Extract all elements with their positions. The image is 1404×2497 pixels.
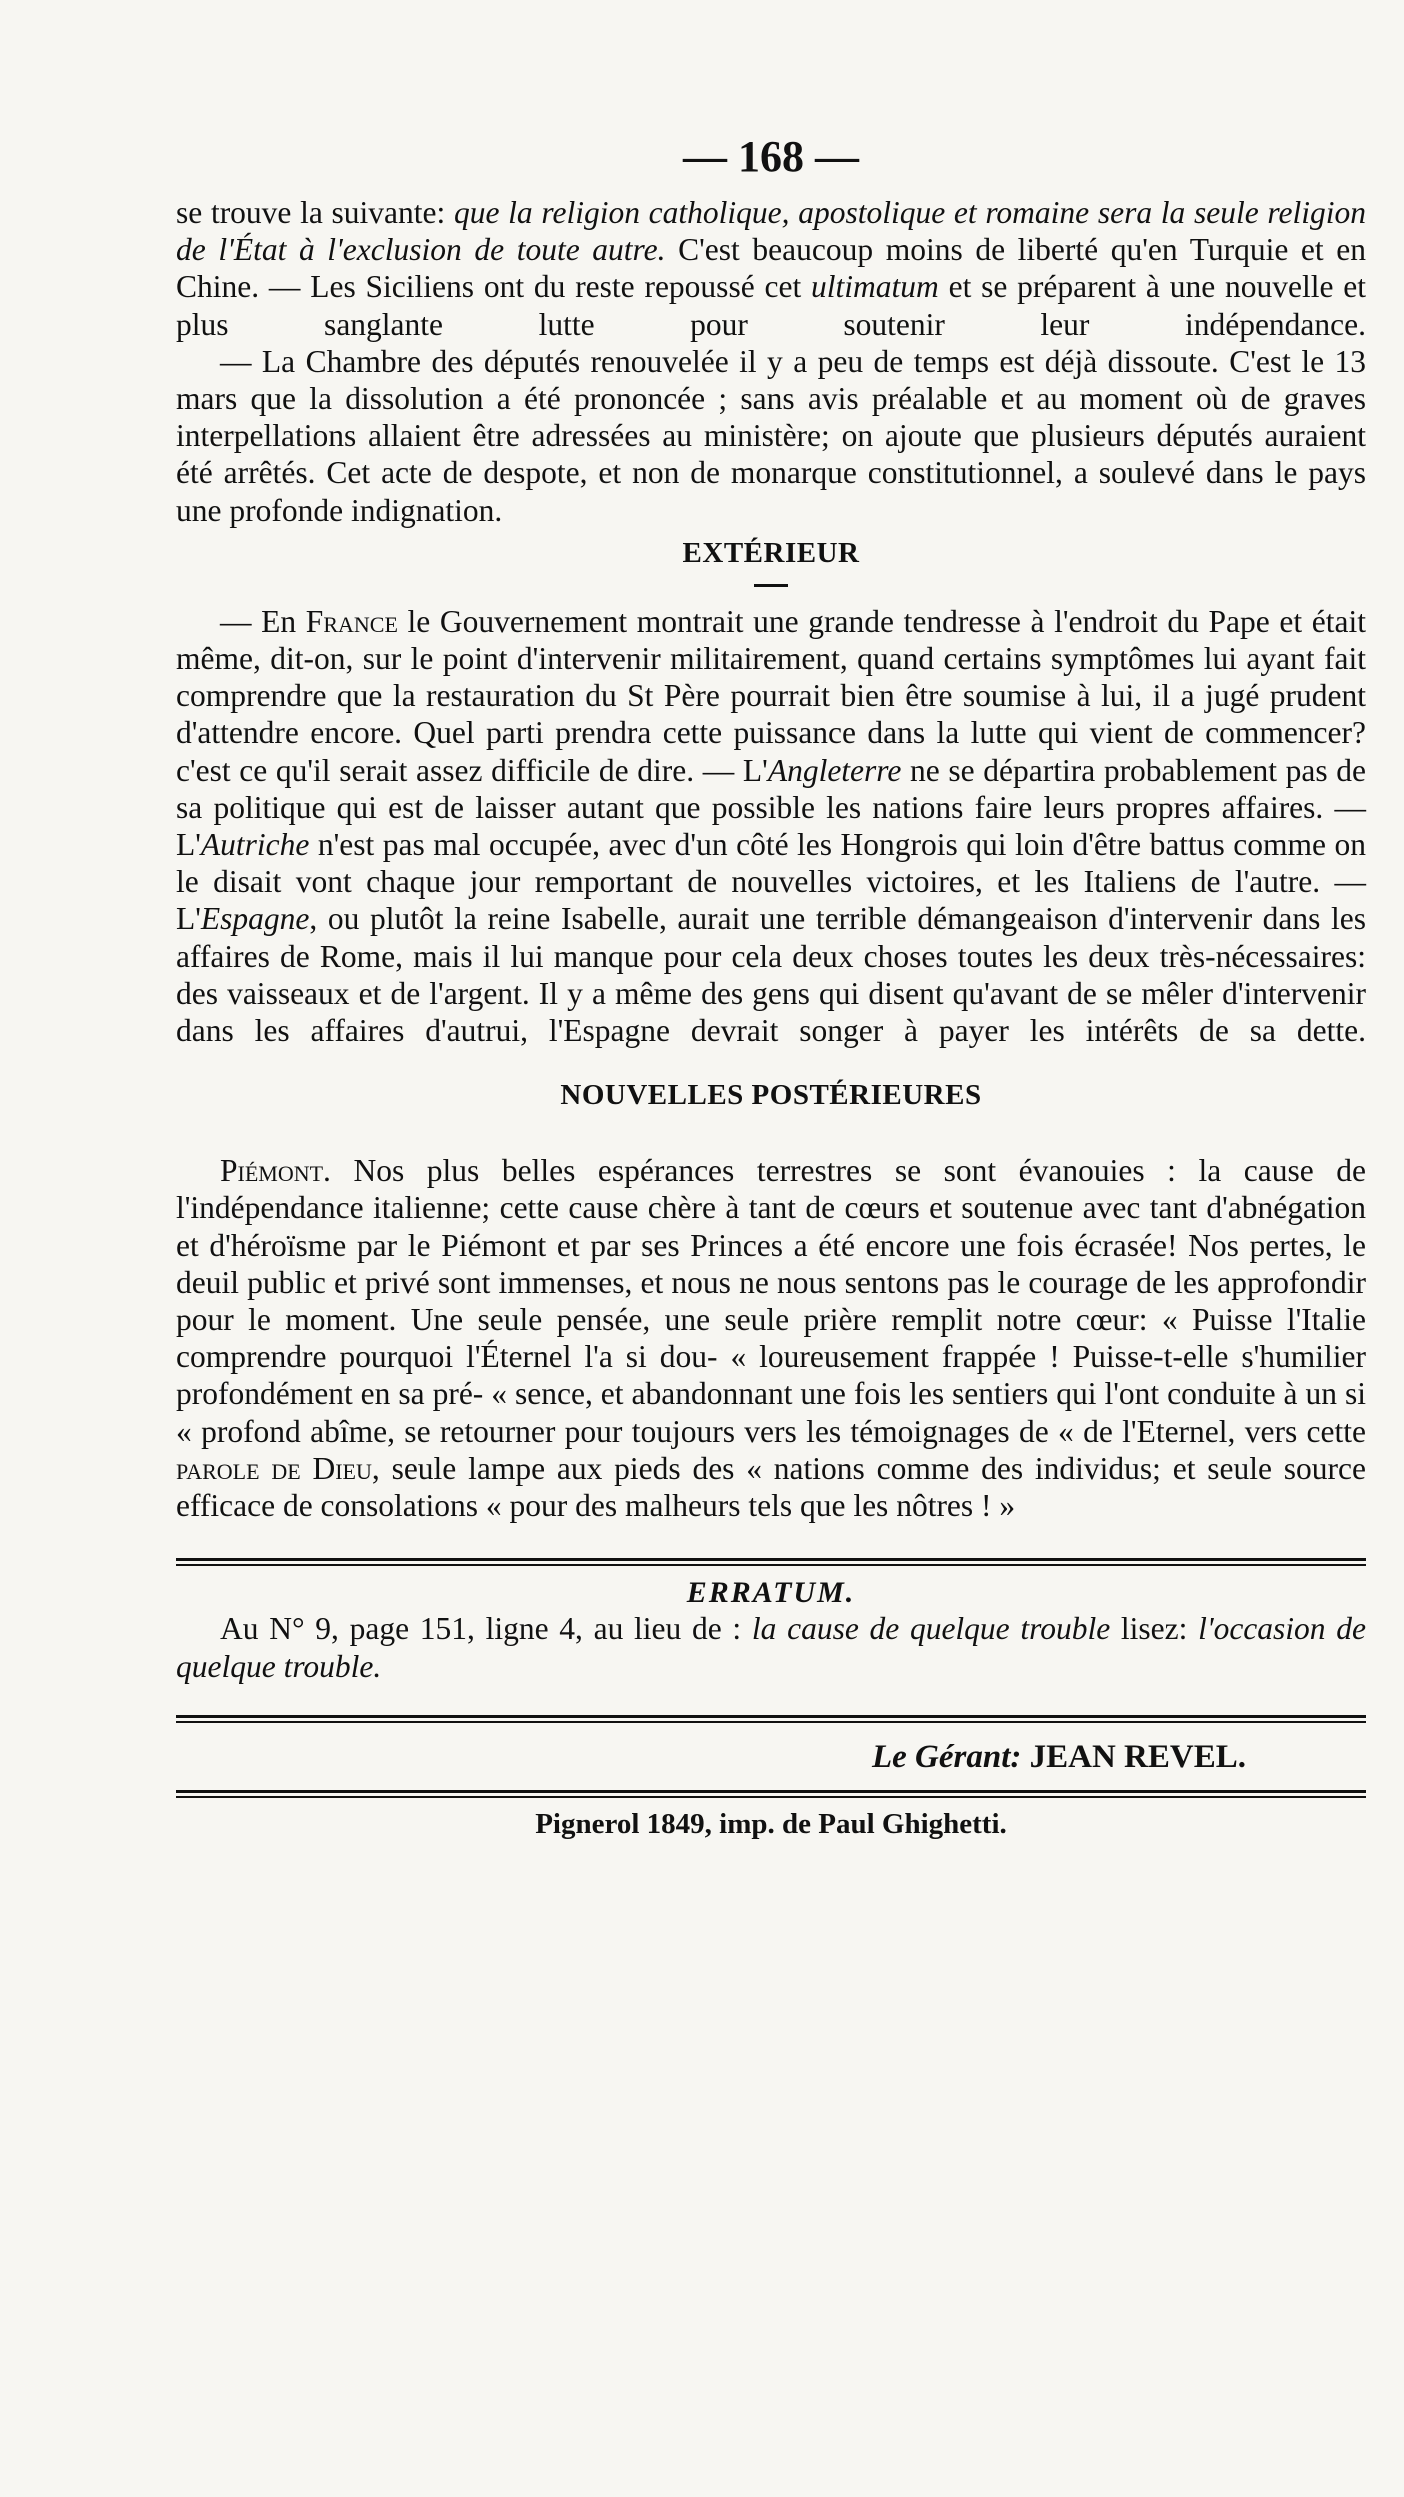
place-piemont: Piémont. (220, 1153, 331, 1189)
double-rule (176, 1558, 1366, 1566)
text-span: — En (220, 603, 306, 639)
text-span: ne se départira probablement pas de sa politique qui est de laisser autant que possible les nations faire leurs propres affaires. — L' (176, 752, 1367, 863)
erratum-text (176, 1610, 1366, 1684)
text-span: n'est pas mal occupée, avec d'un côté les Hongrois qui loin d'être battus comme on le disait vont chaque jour remportant de nouvelles victoires, et les Italiens de l'autre. — L' (176, 827, 1366, 937)
country-france: France (305, 603, 398, 639)
italic-quote: que la religion catholique, apostolique et romaine sera la seule religion de l'État à l'exclusion de toute autre. (176, 195, 1367, 268)
paragraph-exterieur (176, 603, 1366, 1049)
text-span: se trouve la suivante: (176, 195, 454, 230)
italic-span: la cause de quelque trouble (751, 1611, 1111, 1647)
section-title-exterieur: EXTÉRIEUR (682, 536, 860, 569)
gerant-name: JEAN REVEL. (1029, 1738, 1246, 1775)
text-span: Nos plus belles espérances terrestres se sont évanouies : la cause de l'indépendance italienne; cette cause chère à tant de cœurs et soutenue avec tant d'abnégation et d'héroïsme par le Piémont et par ses Princes a été encore une fois écrasée! Nos pertes, le deuil public et privé sont immenses, et nous ne nous sentons pas le courage de les approfondir pour le moment. Une seule pensée, une seule prière remplit notre cœur: « Puisse l'Italie comprendre pourquoi l'Éternel l'a si dou- « loureusement frappée ! Puisse-t-elle s'humilier profondément en sa pré- « sence, et abandonnant une fois les sentiers qui l'ont conduite à un si « profond abîme, se retourner pour toujours vers les témoignages de « de l'Eternel, vers cette (176, 1153, 1366, 1449)
imprint-line: Pignerol 1849, imp. de Paul Ghighetti. (535, 1807, 1007, 1840)
text-span: , seule lampe aux pieds des « nations comme des individus; et seule source efficace de consolations « pour des malheurs tels que les nôtres ! » (176, 1450, 1367, 1524)
parole-de-dieu: parole de Dieu (176, 1450, 372, 1486)
gerant-label: Le Gérant: (871, 1738, 1022, 1775)
text-span: Au N° 9, page 151, ligne 4, au lieu de : (220, 1611, 752, 1647)
paragraph-sicily (176, 194, 1366, 343)
paragraph-piemont (176, 1152, 1366, 1524)
section-divider (754, 584, 788, 587)
paragraph-chamber: — La Chambre des députés renouvelée il y a peu de temps est déjà dissoute. C'est le 13 mars que la dissolution a été prononcée ; sans avis préalable et au moment où de graves interpellations allaient être adressées au ministère; on ajoute que plusieurs députés auraient été arrêtés. Cet acte de despote, et non de monarque constitutionnel, a soulevé dans le pays une profonde indignation. (176, 343, 1366, 528)
page-number: — 168 — (683, 132, 859, 181)
country-autriche: Autriche (200, 827, 310, 863)
document-page (176, 120, 1366, 1841)
double-rule (176, 1790, 1366, 1798)
country-angleterre: Angleterre (767, 752, 902, 788)
country-espagne: Espagne (200, 901, 310, 937)
italic-span: l'occasion de quelque trouble. (176, 1611, 1366, 1684)
double-rule (176, 1715, 1366, 1723)
text-span: , ou plutôt la reine Isabelle, aurait une terrible démangeaison d'intervenir dans les affaires de Rome, mais il lui manque pour cela deux choses toutes les deux très-nécessaires: des vaisseaux et de l'argent. Il y a même des gens qui disent qu'avant de se mêler d'intervenir dans les affaires d'autrui, l'Espagne devrait songer à payer les intérêts de sa dette. (176, 901, 1366, 1049)
section-title-nouvelles: NOUVELLES POSTÉRIEURES (560, 1079, 982, 1112)
italic-word: ultimatum (811, 269, 939, 305)
erratum-title: ERRATUM. (686, 1576, 856, 1610)
text-span: lisez: (1110, 1611, 1199, 1647)
text-span: et se préparent à une nouvelle et plus sanglante lutte pour soutenir leur indépendance. (176, 269, 1366, 342)
text-span: le Gouvernement montrait une grande tendresse à l'endroit du Pape et était même, dit-on, sur le point d'intervenir militairement, quand certains symptômes lui ayant fait comprendre que la restauration du St Père pourrait bien être soumise à lui, il a jugé prudent d'attendre encore. Quel parti prendra cette puissance dans la lutte qui vient de commencer? c'est ce qu'il serait assez difficile de dire. — L' (176, 603, 1366, 788)
gerant-signature (176, 1739, 1246, 1776)
text-span: C'est beaucoup moins de liberté qu'en Turquie et en Chine. — Les Siciliens ont du reste repoussé cet (176, 232, 1366, 305)
